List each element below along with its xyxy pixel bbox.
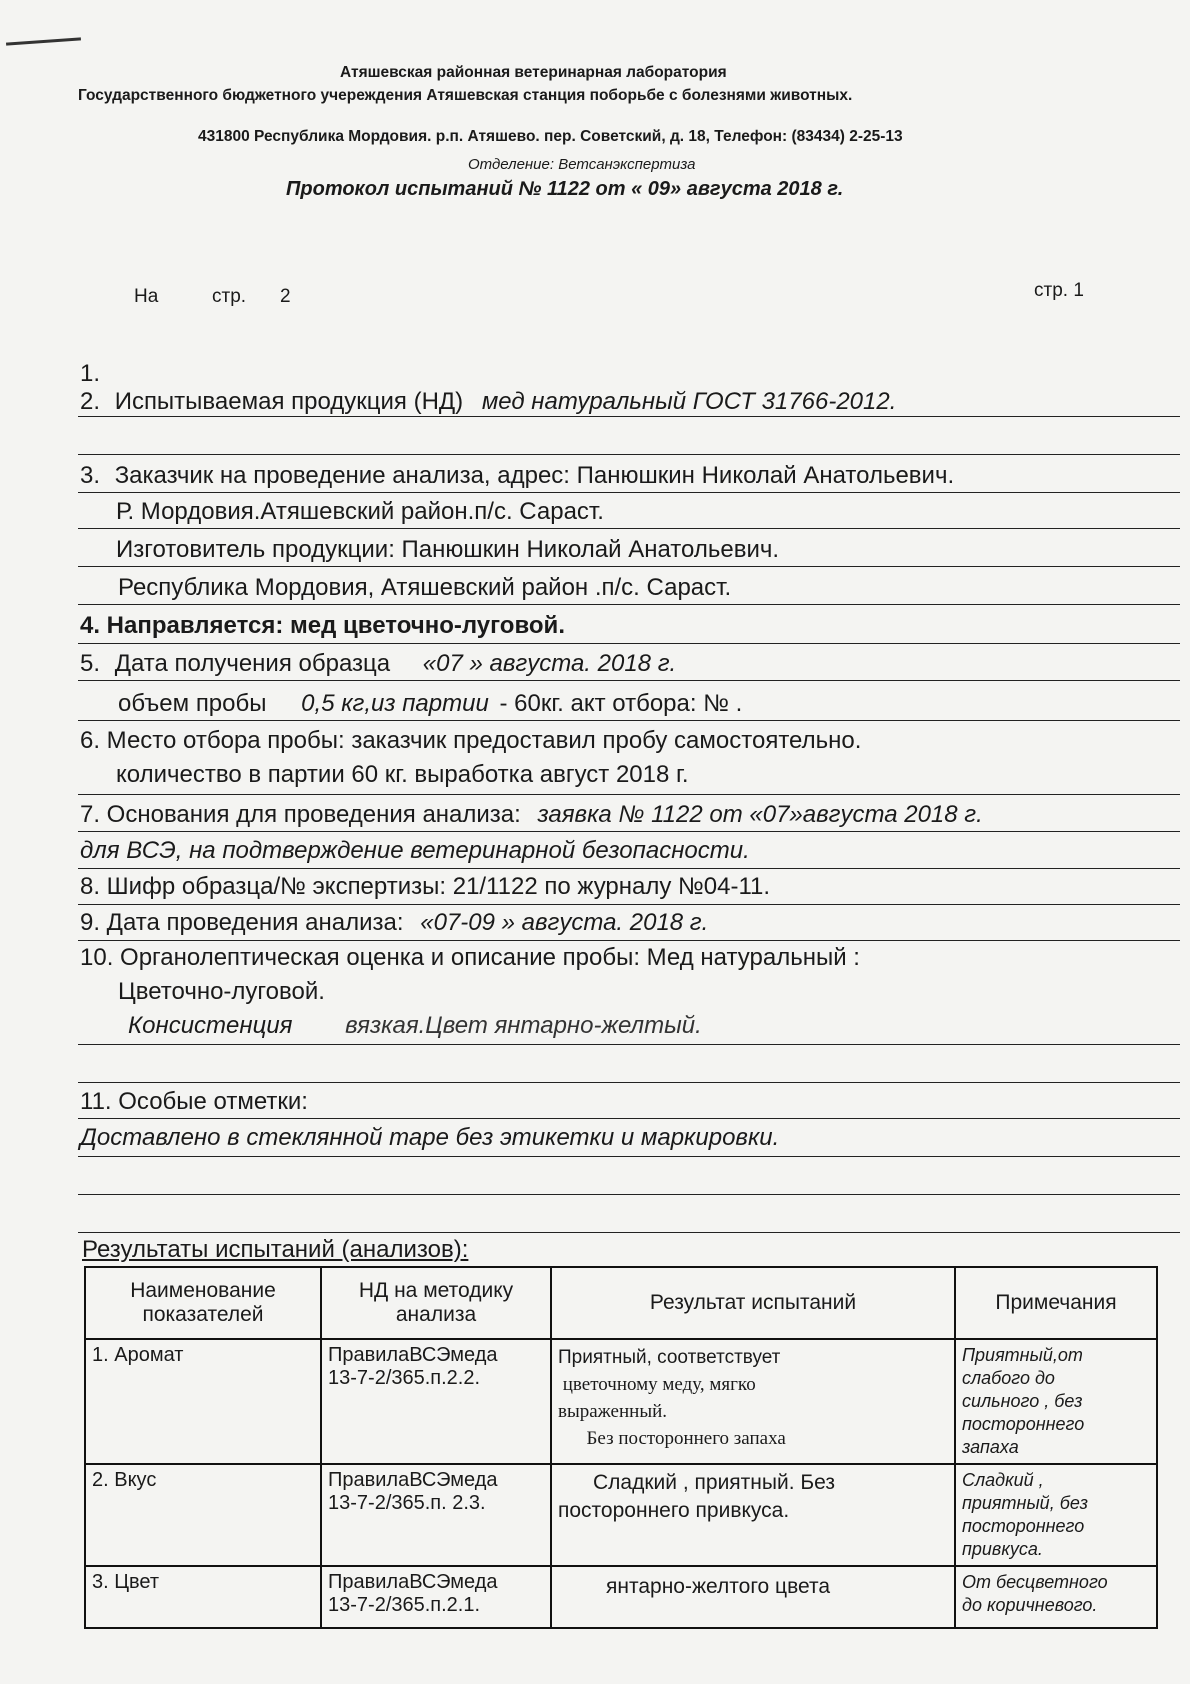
row-result: Приятный, соответствует цветочному меду, мягко выраженный. Без постороннего запаха <box>551 1339 955 1464</box>
page-str: стр. <box>212 286 247 307</box>
item-3-line-1 <box>80 462 954 490</box>
item-2-value: мед натуральный ГОСТ 31766-2012. <box>481 388 897 415</box>
row-name: 1. Аромат <box>85 1339 321 1464</box>
rule <box>78 604 1180 605</box>
row-nd: ПравилаВСЭмеда 13-7-2/365.п. 2.3. <box>321 1464 551 1566</box>
row-nd: ПравилаВСЭмеда 13-7-2/365.п.2.2. <box>321 1339 551 1464</box>
page-total: 2 <box>280 286 291 307</box>
rule <box>78 868 1180 869</box>
item-6-line-1: 6. Место отбора пробы: заказчик предоставил пробу самостоятельно. <box>80 727 862 754</box>
header-nd: НД на методику анализа <box>321 1267 551 1339</box>
rule <box>78 1156 1180 1157</box>
row-notes: Приятный,от слабого до сильного , без постороннего запаха <box>955 1339 1157 1464</box>
org-line-1: Атяшевская районная ветеринарная лаборатория <box>340 64 727 81</box>
table-row <box>85 1464 1157 1566</box>
rule <box>78 643 1180 644</box>
item-7-value: заявка № 1122 от «07»августа 2018 г. <box>537 801 983 828</box>
org-line-2: Государственного бюджетного учереждения Атяшевская станция поборьбе с болезнями животных. <box>78 87 853 104</box>
item-3-num: 3. <box>80 462 101 489</box>
page-current: стр. 1 <box>1034 280 1084 301</box>
item-1: 1. <box>80 360 101 387</box>
item-5-volume <box>118 690 742 718</box>
row-result: янтарно-желтого цвета <box>551 1566 955 1628</box>
pen-mark <box>6 37 81 45</box>
item-5-volume-rest: - 60кг. акт отбора: № . <box>499 690 743 717</box>
rule <box>78 492 1180 493</box>
rule <box>78 831 1180 832</box>
rule <box>78 680 1180 681</box>
item-7-line-2: для ВСЭ, на подтверждение ветеринарной безопасности. <box>80 837 750 864</box>
rule <box>78 940 1180 941</box>
item-7 <box>80 801 983 829</box>
item-7-label: 7. Основания для проведения анализа: <box>80 801 521 828</box>
address: 431800 Республика Мордовия. р.п. Атяшево. пер. Советский, д. 18, Телефон: (83434) 2-25-13 <box>198 128 903 145</box>
rule <box>78 1044 1180 1045</box>
item-2 <box>80 388 896 416</box>
item-5-value: «07 » августа. 2018 г. <box>422 650 677 677</box>
item-9 <box>80 909 708 937</box>
row-result: Сладкий , приятный. Без постороннего привкуса. <box>551 1464 955 1566</box>
item-5-volume-label: объем пробы <box>118 690 267 717</box>
rule <box>78 904 1180 905</box>
row-notes: Сладкий , приятный, без постороннего привкуса. <box>955 1464 1157 1566</box>
results-title: Результаты испытаний (анализов): <box>82 1236 469 1263</box>
rule <box>78 1232 1180 1233</box>
item-5-volume-value: 0,5 кг,из партии <box>301 690 489 717</box>
row-nd: ПравилаВСЭмеда 13-7-2/365.п.2.1. <box>321 1566 551 1628</box>
table-header-row <box>85 1267 1157 1339</box>
row-name: 2. Вкус <box>85 1464 321 1566</box>
rule <box>78 1082 1180 1083</box>
rule <box>78 794 1180 795</box>
item-10-consistency-value: вязкая.Цвет янтарно-желтый. <box>345 1012 702 1039</box>
row-notes: От бесцветного до коричневого. <box>955 1566 1157 1628</box>
rule <box>78 1194 1180 1195</box>
header-result: Результат испытаний <box>551 1267 955 1339</box>
item-5 <box>80 650 676 678</box>
item-6-line-2: количество в партии 60 кг. выработка август 2018 г. <box>116 761 689 788</box>
item-9-label: 9. Дата проведения анализа: <box>80 909 404 936</box>
item-3-line-3: Изготовитель продукции: Панюшкин Николай Анатольевич. <box>116 536 780 563</box>
table-row <box>85 1339 1157 1464</box>
department: Отделение: Ветсанэкспертиза <box>468 156 696 173</box>
item-9-value: «07-09 » августа. 2018 г. <box>420 909 709 936</box>
rule <box>78 416 1180 417</box>
item-10-line-1: 10. Органолептическая оценка и описание пробы: Мед натуральный : <box>80 944 860 971</box>
rule <box>78 454 1180 455</box>
page-na: На <box>134 286 159 307</box>
item-11: 11. Особые отметки: <box>80 1088 308 1115</box>
header-notes: Примечания <box>955 1267 1157 1339</box>
item-3-line-4: Республика Мордовия, Атяшевский район .п/с. Сараст. <box>118 574 732 601</box>
rule <box>78 566 1180 567</box>
item-3-text: Заказчик на проведение анализа, адрес: Панюшкин Николай Анатольевич. <box>114 462 955 489</box>
item-2-num: 2. <box>80 388 101 415</box>
item-2-label: Испытываемая продукция (НД) <box>114 388 464 415</box>
header-name: Наименование показателей <box>85 1267 321 1339</box>
item-10-consistency <box>128 1012 702 1040</box>
item-5-label: Дата получения образца <box>114 650 391 677</box>
item-3-line-2: Р. Мордовия.Атяшевский район.п/с. Сараст. <box>116 498 604 525</box>
item-10-line-2: Цветочно-луговой. <box>118 978 325 1005</box>
item-8: 8. Шифр образца/№ экспертизы: 21/1122 по журналу №04-11. <box>80 873 771 900</box>
rule <box>78 1118 1180 1119</box>
item-11-value: Доставлено в стеклянной таре без этикетки и маркировки. <box>80 1124 780 1151</box>
item-4: 4. Направляется: мед цветочно-луговой. <box>80 612 565 639</box>
table-row <box>85 1566 1157 1628</box>
item-5-num: 5. <box>80 650 101 677</box>
item-10-consistency-label: Консистенция <box>128 1012 293 1039</box>
rule <box>78 720 1180 721</box>
rule <box>78 528 1180 529</box>
results-table <box>84 1266 1158 1629</box>
row-name: 3. Цвет <box>85 1566 321 1628</box>
protocol-title: Протокол испытаний № 1122 от « 09» августа 2018 г. <box>286 178 844 200</box>
